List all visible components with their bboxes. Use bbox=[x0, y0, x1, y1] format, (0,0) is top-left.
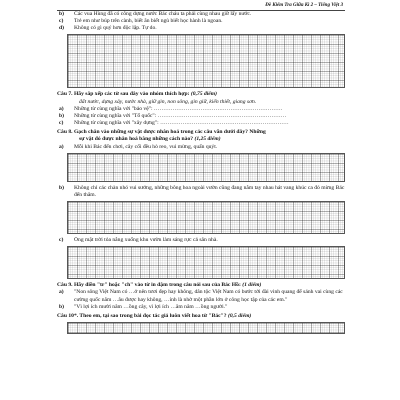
writing-grid[interactable] bbox=[67, 153, 345, 182]
option-letter: c) bbox=[59, 18, 64, 25]
option-letter: b) bbox=[59, 112, 64, 119]
option-letter: b) bbox=[59, 303, 64, 310]
q8-option-b bbox=[57, 185, 345, 199]
option-text: "Vì lợi ích mười năm …ồng cây, vì lợi ích …ăm năm …ồng người." bbox=[74, 303, 228, 310]
option-d bbox=[57, 25, 345, 32]
option-letter: c) bbox=[59, 120, 64, 127]
q7-option-b[interactable] bbox=[57, 113, 345, 120]
option-letter: b) bbox=[59, 184, 64, 191]
q9-option-a bbox=[57, 289, 345, 303]
page-header: Đề Kiểm Tra Giữa Kì 2 – Tiếng Việt 3 bbox=[265, 3, 343, 8]
q8-option-a bbox=[57, 144, 345, 151]
question-9-title: Câu 9. Hãy điền "tr" hoặc "ch" vào từ in đậm trong câu nói sau của Bác Hồ: (1 điểm) bbox=[57, 282, 262, 289]
option-text: Trẻ em như búp trên cành, biết ăn biết ngủ biết học hành là ngoan. bbox=[74, 18, 223, 25]
question-10-title: Câu 10*. Theo em, tại sao trong bài đọc tác giả luôn viết hoa từ "Bác"? (0,5 điểm) bbox=[57, 312, 252, 319]
option-text: Ông mặt trời tỏa nắng xuống khu vườn làm sáng rực cả sân nhà. bbox=[74, 237, 218, 244]
question-9-points: (1 điểm) bbox=[242, 282, 262, 289]
question-10-points: (0,5 điểm) bbox=[227, 312, 252, 319]
option-letter: a) bbox=[59, 105, 64, 112]
writing-grid[interactable] bbox=[67, 201, 345, 234]
option-text: Không chỉ các chàn nhó vui sướng, những bông hoa ngoài vườn cũng đang nắm tay nhau hát vang khúc ca đó mừng Bác đến thăm. bbox=[74, 184, 345, 198]
option-b bbox=[57, 11, 345, 18]
q7-option-a[interactable] bbox=[57, 106, 345, 113]
option-text: Các vua Hùng đã có công dựng nước Bác cháu ta phải cùng nhau giữ lấy nước. bbox=[74, 11, 252, 17]
writing-grid[interactable] bbox=[67, 34, 345, 88]
option-text: "Non sông Việt Nam có …ở nên tươi đẹp hay không, dân tộc Việt Nam có bước tới đài vinh quang để sánh vai cùng các cường quốc năm …âu được hay không, …ính là nhờ một phần lớn ở công học tập của các em." bbox=[74, 289, 343, 303]
question-8-title-cont: sự vật đó được nhân hoá bằng những cách nào? (1,25 điểm) bbox=[79, 136, 221, 143]
option-letter: b) bbox=[59, 11, 64, 17]
q8-option-c bbox=[57, 237, 345, 244]
option-c bbox=[57, 18, 345, 25]
question-7-title: Câu 7. Hãy sắp xếp các từ sau đây vào nhóm thích hợp: (0,75 điểm) bbox=[57, 91, 218, 98]
option-text: Không có gì quý hơn độc lập. Tự do. bbox=[74, 25, 157, 32]
option-text: Những từ cùng nghĩa với "Tổ quốc": …………………………………………………………… bbox=[74, 112, 287, 119]
option-text: Những từ cùng nghĩa với "xây dựng": …………………………………………………………… bbox=[74, 120, 289, 127]
option-letter: a) bbox=[59, 289, 64, 296]
option-letter: a) bbox=[59, 143, 64, 150]
question-8-title: Câu 8. Gạch chân vào những sự vật được nhân hoá trong các câu văn dưới đây? Những bbox=[57, 129, 266, 136]
option-text: Những từ cùng nghĩa với "bảo vệ": …………………………………………………………… bbox=[74, 105, 283, 112]
option-letter: d) bbox=[59, 25, 64, 32]
question-7-points: (0,75 điểm) bbox=[190, 91, 218, 98]
writing-grid[interactable] bbox=[67, 246, 345, 279]
q7-option-c[interactable] bbox=[57, 120, 345, 127]
writing-grid[interactable] bbox=[67, 322, 345, 334]
question-8-points: (1,25 điểm) bbox=[194, 136, 221, 143]
option-letter: c) bbox=[59, 237, 64, 244]
question-7-word-list: đất nước, dựng xây, nước nhà, giữ gìn, non sông, gìn giữ, kiến thiết, giang sơn. bbox=[79, 98, 257, 105]
option-text: Mỗi khi Bác đến chơi, cây cối đều hò reo, vui mừng, quấn quýt. bbox=[74, 143, 218, 150]
q9-option-b bbox=[57, 304, 345, 311]
